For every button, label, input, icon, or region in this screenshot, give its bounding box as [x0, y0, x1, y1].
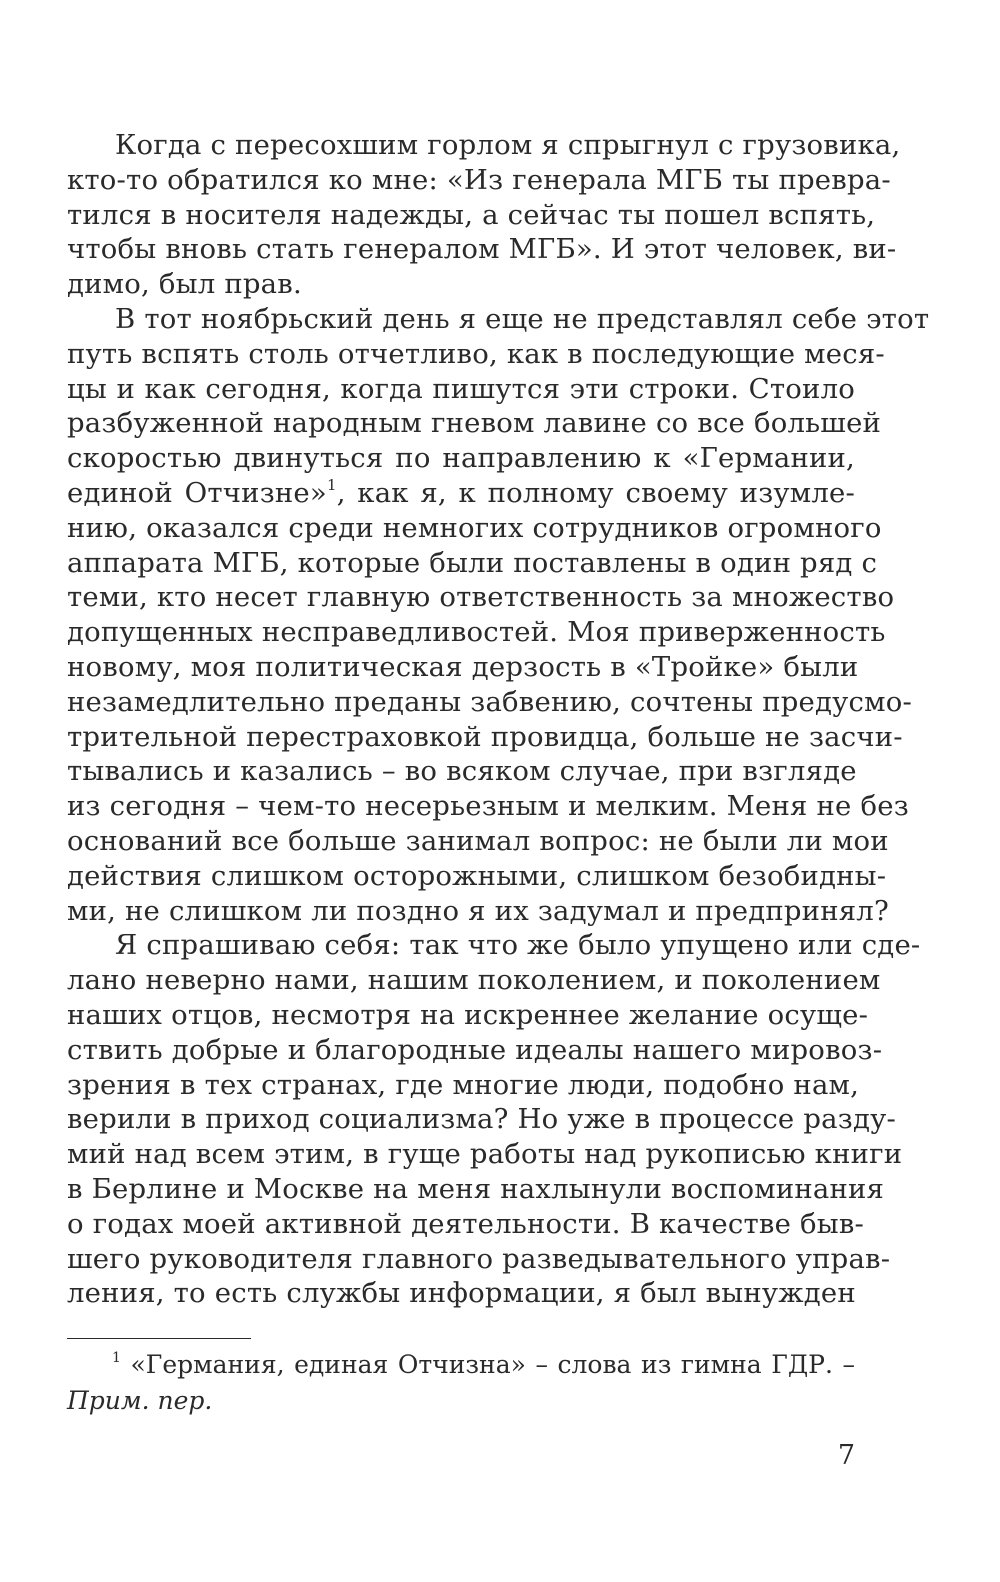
text-line-content: оснований все больше занимал вопрос: не были ли мои [67, 825, 889, 857]
text-line [67, 127, 901, 163]
text-line [67, 1275, 855, 1311]
text-line-content: действия слишком осторожными, слишком безобидны- [67, 859, 887, 892]
page-number: 7 [837, 1440, 855, 1471]
text-line-content: ми, не слишком ли поздно я их задумал и предпринял? [67, 894, 889, 927]
text-line-content: Когда с пересохшим горлом я спрыгнул с грузовика, [115, 129, 901, 161]
text-line [67, 545, 878, 581]
footnote-reference: 1 [326, 476, 337, 494]
text-line [67, 1067, 860, 1103]
text-line-content: незамедлительно преданы забвению, сочтены предусмо- [67, 685, 912, 718]
text-line-content: путь вспять столь отчетливо, как в последующие меся- [67, 337, 885, 370]
text-line-content: зрения в тех странах, где многие люди, подобно нам, [67, 1068, 860, 1101]
text-line [67, 788, 909, 824]
text-line [67, 301, 930, 337]
text-line-content: ления, то есть службы информации, я был вынужден [67, 1277, 856, 1310]
text-line-content: тился в носителя надежды, а сейчас ты пошел вспять, [67, 198, 876, 231]
text-line [67, 684, 912, 720]
text-line [67, 162, 891, 198]
text-line-content: цы и как сегодня, когда пишутся эти строки. Стоило [67, 372, 855, 405]
text-line-content: допущенных несправедливостей. Моя приверженность [67, 616, 886, 649]
text-line [67, 893, 889, 929]
text-line [67, 997, 869, 1033]
footnote-text: «Германия, единая Отчизна» – слова из гимна ГДР. – [130, 1350, 855, 1379]
text-line [67, 475, 855, 511]
text-line-content: шего руководителя главного разведывательного управ- [67, 1242, 891, 1275]
text-line-content: единой Отчизне» [67, 477, 327, 509]
text-line-content: верили в приход социализма? Но уже в процессе разду- [67, 1103, 896, 1136]
text-line-content: скоростью двинуться по направлению к «Германии, [67, 442, 855, 475]
footnote-line-2: Прим. пер. [67, 1386, 213, 1415]
footnote-line-1 [67, 1348, 855, 1382]
text-line [67, 1101, 896, 1137]
text-line [67, 336, 885, 372]
text-line-content: Я спрашиваю себя: так что же было упущено или сде- [115, 929, 921, 962]
text-line [67, 858, 887, 894]
text-line [67, 649, 859, 685]
text-line-content: в Берлине и Москве на меня нахлынули воспоминания [67, 1173, 885, 1205]
text-line [67, 231, 897, 267]
text-line [67, 1171, 885, 1207]
text-line [67, 371, 855, 407]
text-line-content: из сегодня – чем-то несерьезным и мелким. Меня не без [67, 790, 909, 823]
text-line-content: мий над всем этим, в гуще работы над рукописью книги [67, 1138, 903, 1171]
text-line-content: В тот ноябрьский день я еще не представлял себе этот [115, 303, 930, 335]
text-line [67, 962, 881, 998]
text-line-content: димо, был прав. [67, 268, 302, 301]
text-line [67, 405, 882, 441]
text-line [67, 1206, 865, 1242]
text-line [67, 266, 855, 302]
text-line [67, 579, 895, 615]
footnote-marker: 1 [112, 1350, 121, 1366]
text-line [67, 753, 855, 789]
text-line [67, 927, 921, 963]
text-line [67, 1032, 883, 1068]
text-line [67, 440, 855, 476]
text-line [67, 510, 882, 546]
text-line [67, 719, 903, 755]
text-line-content: новому, моя политическая дерзость в «Тройке» были [67, 651, 859, 683]
text-line-content: аппарата МГБ, которые были поставлены в один ряд с [67, 546, 878, 579]
text-line [67, 1241, 891, 1277]
text-line-continuation: , как я, к полному своему изумле- [336, 477, 856, 509]
text-line-content: лано неверно нами, нашим поколением, и поколением [67, 964, 881, 997]
text-line-content: наших отцов, несмотря на искреннее желание осуще- [67, 999, 869, 1031]
text-line-content: теми, кто несет главную ответственность за множество [67, 581, 895, 614]
text-line [67, 823, 889, 859]
text-line-content: нию, оказался среди немногих сотрудников огромного [67, 511, 882, 544]
text-line [67, 1136, 903, 1172]
text-line-content: ствить добрые и благородные идеалы нашего мировоз- [67, 1033, 883, 1066]
text-line-content: трительной перестраховкой провидца, больше не засчи- [67, 720, 903, 753]
text-line-content: чтобы вновь стать генералом МГБ». И этот человек, ви- [67, 233, 897, 266]
text-line [67, 197, 876, 233]
text-line-content: разбуженной народным гневом лавине со все большей [67, 407, 882, 440]
text-line [67, 614, 886, 650]
text-line-content: тывались и казались – во всяком случае, при взгляде [67, 755, 857, 788]
text-line-content: о годах моей активной деятельности. В качестве быв- [67, 1207, 865, 1240]
text-line-content: кто-то обратился ко мне: «Из генерала МГБ ты превра- [67, 163, 891, 196]
footnote-rule [67, 1338, 251, 1339]
